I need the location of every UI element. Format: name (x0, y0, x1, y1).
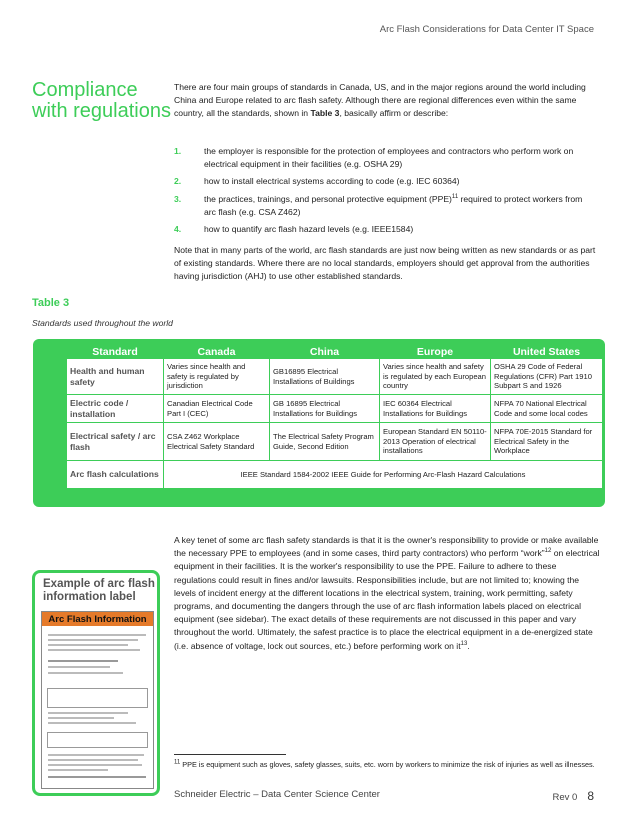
list-item (174, 145, 596, 171)
label-line (48, 644, 128, 646)
page-number: 8 (587, 789, 594, 803)
label-line (48, 712, 128, 714)
table-cell: OSHA 29 Code of Federal Regulations (CFR) Part 1910 Subpart S and 1926 (491, 359, 603, 395)
running-header: Arc Flash Considerations for Data Center IT Space (379, 24, 594, 35)
note-paragraph: Note that in many parts of the world, arc flash standards are just now being written as new standards or as part of existing standards. Where there are no local standards, employers should get approval from the authorities having jurisdiction (AHJ) to use other established standards. (174, 245, 596, 282)
table-row (67, 461, 603, 489)
label-heading: Arc Flash Information (42, 612, 153, 626)
label-line (48, 649, 140, 651)
list-item (174, 193, 596, 219)
intro-text-b: , basically affirm or describe: (339, 108, 449, 119)
list-text: required to protect workers from arc flash (e.g. CSA Z462) (204, 193, 583, 217)
section-title-line2: with regulations (32, 100, 171, 122)
para-text: on electrical equipment in their facilities. It is the worker's responsibility to use the PPE. Failure to adhere to these regulations could result in fines and/or lawsuits. Responsibilities include, but are not limited to; knowing the levels of incident energy at the different locations in the electrical system, training, work permitting, safety programs, and documenting the dangers through the use of arc flash information labels placed on electrical equipment (see sidebar). The exact details of these requirements are not discussed in this paper and vary throughout the world. Ultimately, the safest practice is to place the electrical equipment in a de-energized state (i.e. absence of voltage, lock out sources, etc.) before performing work on it (174, 548, 600, 651)
table-header-row (67, 345, 603, 359)
table-cell: IEC 60364 Electrical Installations for Buildings (380, 395, 491, 423)
header-canada: Canada (164, 345, 270, 359)
sidebar-example (32, 570, 160, 796)
footnote (174, 760, 600, 770)
table-cell: Varies since health and safety is regulated by each European country (380, 359, 491, 395)
footnote-number: 11 (174, 759, 181, 766)
list-number: 4. (174, 224, 182, 235)
header-standard: Standard (67, 345, 164, 359)
label-line (48, 722, 136, 724)
list-text: how to quantify arc flash hazard levels (e.g. IEEE1584) (204, 224, 414, 235)
header-china: China (270, 345, 380, 359)
table-row (67, 423, 603, 461)
table-cell: GB 16895 Electrical Installations for Buildings (270, 395, 380, 423)
standards-list (174, 145, 596, 240)
table-cell: NFPA 70 National Electrical Code and some local codes (491, 395, 603, 423)
row-header: Health and human safety (67, 359, 164, 395)
intro-text-a: There are four main groups of standards in Canada, US, and in the major regions around the world including China and Europe related to arc flash safety. Although there are regional differences even within the same country, all the standards, shown in (174, 82, 586, 119)
label-line (48, 764, 142, 766)
label-line (48, 634, 146, 636)
list-item (174, 223, 596, 236)
header-europe: Europe (380, 345, 491, 359)
table-cell: The Electrical Safety Program Guide, Second Edition (270, 423, 380, 461)
label-line (48, 717, 114, 719)
footnote-ref: 11 (451, 193, 459, 200)
intro-paragraph (174, 81, 596, 121)
label-line (48, 672, 123, 674)
label-line (48, 759, 138, 761)
table-subtitle: Standards used throughout the world (32, 318, 173, 328)
table-cell: NFPA 70E-2015 Standard for Electrical Safety in the Workplace (491, 423, 603, 461)
label-line (48, 660, 118, 662)
table-row (67, 395, 603, 423)
list-text: the practices, trainings, and personal protective equipment (PPE) (204, 193, 452, 204)
table-title: Table 3 (32, 297, 70, 309)
label-line (48, 639, 138, 641)
standards-table-body (66, 345, 603, 489)
list-number: 3. (174, 193, 182, 204)
row-header: Electric code / installation (67, 395, 164, 423)
footnote-text: PPE is equipment such as gloves, safety glasses, suits, etc. worn by workers to minimize the risk of injuries as well as illnesses. (182, 760, 595, 769)
section-title-line1: Compliance (32, 79, 138, 101)
list-number: 1. (174, 146, 182, 156)
table-cell: GB16895 Electrical Installations of Buildings (270, 359, 380, 395)
footnote-ref: 13 (460, 640, 468, 647)
table-cell: Canadian Electrical Code Part I (CEC) (164, 395, 270, 423)
para-text: . (467, 640, 470, 651)
row-header: Arc flash calculations (67, 461, 164, 489)
label-line (48, 776, 146, 778)
label-line (48, 769, 108, 771)
revision: Rev 0 (552, 792, 578, 803)
label-line (48, 754, 144, 756)
label-box (47, 688, 148, 708)
table-cell-span: IEEE Standard 1584-2002 IEEE Guide for Performing Arc-Flash Hazard Calculations (164, 461, 603, 489)
arc-flash-label-image (41, 611, 154, 789)
footer-right (552, 789, 594, 803)
table-cell: Varies since health and safety is regulated by jurisdiction (164, 359, 270, 395)
section-title (32, 80, 171, 122)
label-line (48, 666, 110, 668)
label-box (47, 732, 148, 748)
footnote-rule (174, 754, 286, 755)
table-cell: CSA Z462 Workplace Electrical Safety Standard (164, 423, 270, 461)
list-text: how to install electrical systems according to code (e.g. IEC 60364) (204, 176, 460, 187)
list-text: the employer is responsible for the protection of employees and contractors who perform work on electrical equipment in their facilities (e.g. OSHA 29) (204, 146, 574, 170)
responsibility-paragraph (174, 534, 600, 653)
sidebar-title: Example of arc flash information label (43, 578, 155, 603)
footer-left: Schneider Electric – Data Center Science Center (174, 789, 380, 800)
header-united-states: United States (491, 345, 603, 359)
footnote-ref: 12 (544, 548, 552, 555)
list-item (174, 175, 596, 188)
para-text: A key tenet of some arc flash safety standards is that it is the owner's responsibility to provide or make available the necessary PPE to employees (and in some cases, third party contractors) who perform “work” (174, 535, 599, 559)
footnotes (174, 760, 600, 770)
table-reference: Table 3 (310, 108, 340, 119)
row-header: Electrical safety / arc flash (67, 423, 164, 461)
table-cell: European Standard EN 50110-2013 Operation of electrical installations (380, 423, 491, 461)
list-number: 2. (174, 176, 182, 187)
table-row (67, 359, 603, 395)
